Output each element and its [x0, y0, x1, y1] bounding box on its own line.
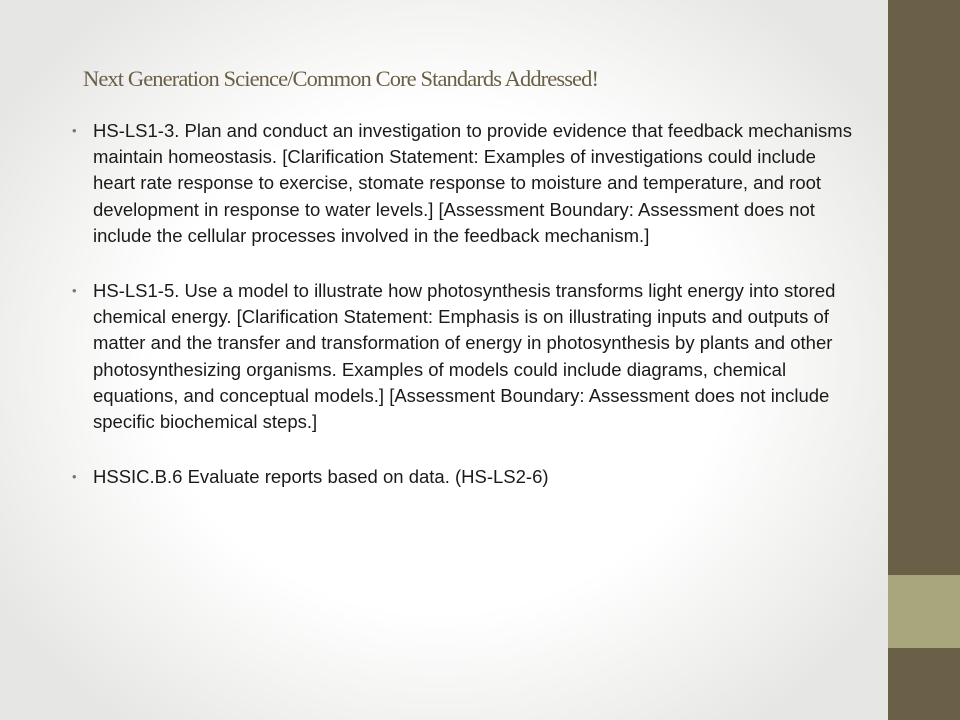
bullet-text: HSSIC.B.6 Evaluate reports based on data. (HS-LS2-6): [93, 466, 549, 488]
bullet-list: [72, 118, 852, 490]
side-accent-block: [888, 575, 960, 648]
bullet-item-hs-ls1-3: [72, 118, 852, 249]
bullet-marker-icon: •: [72, 469, 77, 485]
bullet-item-hs-ls1-5: [72, 278, 852, 435]
bullet-text: HS-LS1-3. Plan and conduct an investigation to provide evidence that feedback mechanisms maintain homeostasis. [Clarification Statement: Examples of investigations could include heart rate response to exercise, stomate response to moisture and temperature, and root development in response to water levels.] [Assessment Boundary: Assessment does not include the cellular processes involved in the feedback mechanism.]: [93, 120, 852, 246]
bullet-text: HS-LS1-5. Use a model to illustrate how photosynthesis transforms light energy into stored chemical energy. [Clarification Statement: Emphasis is on illustrating inputs and outputs of matter and the transfer and transformation of energy in photosynthesis by plants and other photosynthesizing organisms. Examples of models could include diagrams, chemical equations, and conceptual models.] [Assessment Boundary: Assessment does not include specific biochemical steps.]: [93, 280, 836, 433]
slide-title: Next Generation Science/Common Core Standards Addressed!: [83, 66, 599, 91]
bullet-marker-icon: •: [72, 283, 77, 299]
bullet-item-hssic-b-6: [72, 464, 852, 490]
bullet-marker-icon: •: [72, 123, 77, 138]
